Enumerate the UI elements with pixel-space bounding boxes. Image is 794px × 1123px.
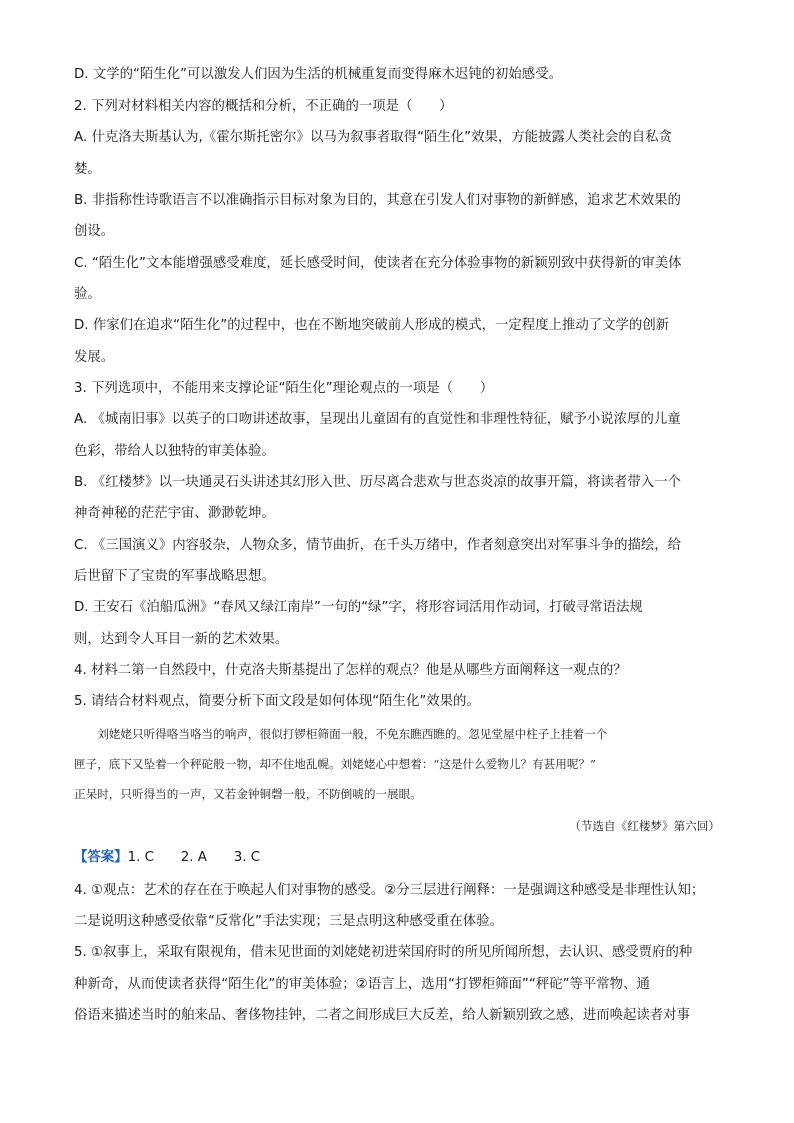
option-line: 则，达到令人耳目一新的艺术效果。: [74, 632, 289, 647]
answer-explanation-line: 5. ①叙事上，采取有限视角，借未见世面的刘姥姥初进荣国府时的所见所闻所想，去认识、感受贾府的种: [74, 945, 693, 960]
passage-line: 匣子，底下又坠着一个秤砣般一物，却不住地乱幌。刘姥姥心中想着：“这是什么爱物儿？有甚用呢？”: [74, 757, 596, 771]
passage-line: 正呆时，只听得当的一声，又若金钟铜磬一般，不防倒唬的一展眼。: [74, 787, 422, 801]
option-line: 验。: [74, 287, 101, 302]
answer-explanation-line: 二是说明这种感受依靠“反常化”手法实现；三是点明这种感受重在体验。: [74, 914, 503, 929]
option-line: B. 非指称性诗歌语言不以准确指示目标对象为目的，其意在引发人们对事物的新鲜感，追求艺术效果的: [74, 193, 681, 208]
answer-line: [74, 849, 734, 867]
answer-explanation-line: 种新奇，从而使读者获得“陌生化”的审美体验；②语言上，选用“打锣柜筛面”“秤砣”等平常物、通: [74, 977, 650, 992]
option-line: B. 《红楼梦》以一块通灵石头讲述其幻形入世、历尽离合悲欢与世态炎凉的故事开篇，将读者带入一个: [74, 475, 681, 490]
answer-explanation-line: 4. ①观点：艺术的存在在于唤起人们对事物的感受。②分三层进行阐释：一是强调这种感受是非理性认知；: [74, 883, 705, 898]
question-line: 4. 材料二第一自然段中，什克洛夫斯基提出了怎样的观点？他是从哪些方面阐释这一观点的？: [74, 663, 627, 678]
option-line: 婪。: [74, 162, 101, 177]
option-line: 神奇神秘的茫茫宇宙、渺渺乾坤。: [74, 506, 275, 521]
option-line: A. 《城南旧事》以英子的口吻讲述故事，呈现出儿童固有的直觉性和非理性特征，赋予小说浓厚的儿童: [74, 412, 681, 427]
option-line: C. 《三国演义》内容驳杂，人物众多，情节曲折，在千头万绪中，作者刻意突出对军事斗争的描绘，给: [74, 538, 682, 553]
answer-explanation-line: 俗语来描述当时的舶来品、奢侈物挂钟，二者之间形成巨大反差，给人新颖别致之感，进而唤起读者对事: [74, 1008, 690, 1023]
question-line: 2. 下列对材料相关内容的概括和分析，不正确的一项是（ ）: [74, 99, 453, 114]
option-line: D. 文学的“陌生化”可以激发人们因为生活的机械重复而变得麻木迟钝的初始感受。: [74, 67, 562, 82]
option-line: D. 作家们在追求“陌生化”的过程中，也在不断地突破前人形成的模式，一定程度上推动了文学的创新: [74, 318, 670, 333]
option-line: 发展。: [74, 350, 115, 365]
option-line: D. 王安石《泊船瓜洲》“春风又绿江南岸”一句的“绿”字，将形容词活用作动词，打破寻常语法规: [74, 600, 643, 615]
option-line: 后世留下了宝贵的军事战略思想。: [74, 569, 275, 584]
question-line: 3. 下列选项中，不能用来支撑论证“陌生化”理论观点的一项是（ ）: [74, 381, 494, 396]
answer-label: 【答案】: [74, 850, 128, 865]
question-line: 5. 请结合材料观点，简要分析下面文段是如何体现“陌生化”效果的。: [74, 694, 480, 709]
passage-line: 刘姥姥只听得咯当咯当的响声，很似打锣柜筛面一般，不免东瞧西瞧的。忽见堂屋中柱子上挂着一个: [74, 727, 608, 741]
answer-choices: 1. C 2. A 3. C: [127, 850, 261, 865]
option-line: A. 什克洛夫斯基认为,《霍尔斯托密尔》以马为叙事者取得“陌生化”效果，方能披露人类社会的自私贪: [74, 130, 672, 145]
option-line: 色彩，带给人以独特的审美体验。: [74, 444, 275, 459]
option-line: 创设。: [74, 224, 115, 239]
option-line: C. “陌生化”文本能增强感受难度，延长感受时间，使读者在充分体验事物的新颖别致中获得新的审美体: [74, 256, 682, 271]
passage-source: （节选自《红楼梦》第六回）: [569, 819, 720, 833]
